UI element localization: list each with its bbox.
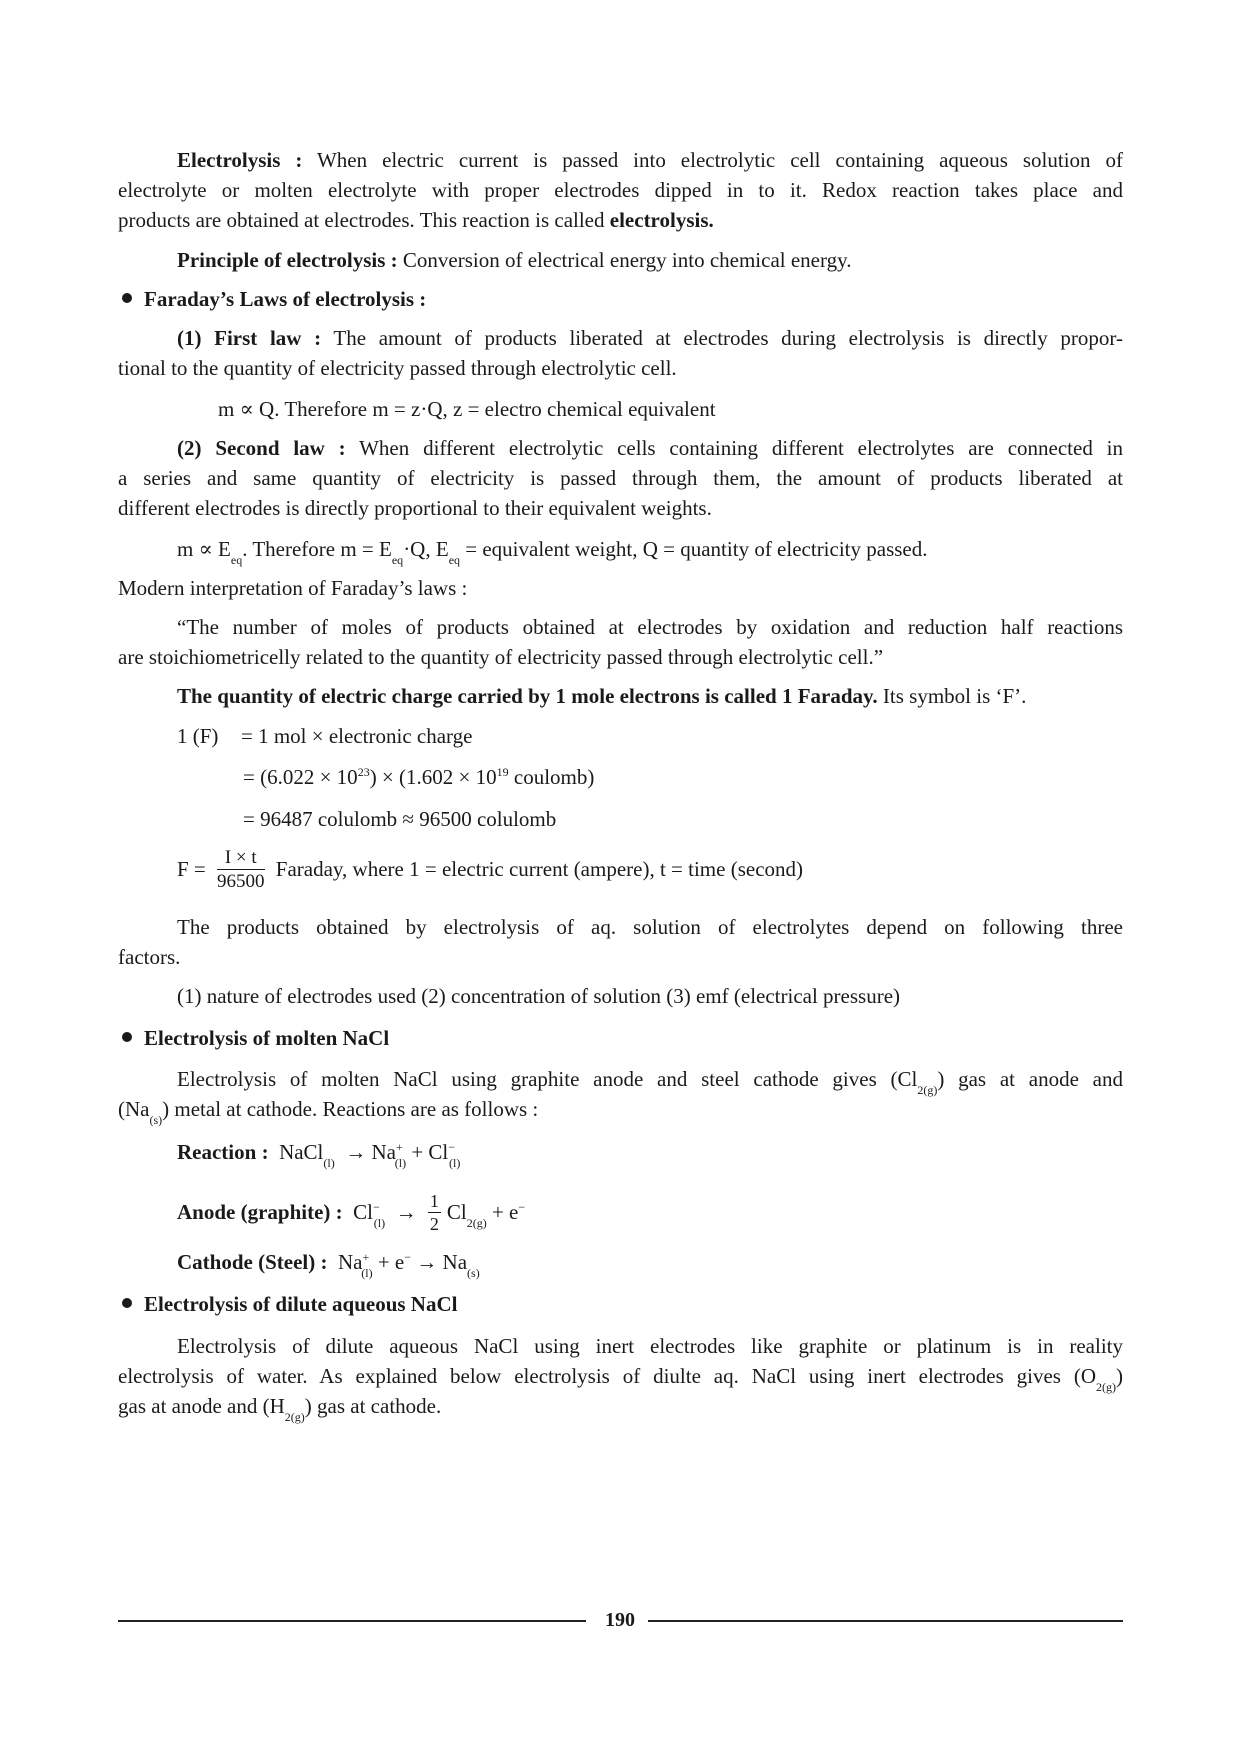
molten-line-2: $(Na_{(s)})$ metal at cathode. Reactions are as follows : xyxy=(118,1097,539,1127)
dilute-line-2: electrolysis of water. As explained below electrolysis of diulte aq. NaCl using inert electrodes gives $(O_{2(g)})$ xyxy=(118,1364,1123,1394)
first-law-line-2: tional to the quantity of electricity passed through electrolytic cell. xyxy=(118,356,677,380)
calc-line-3: = 96487 colulomb ≈ 96500 colulomb xyxy=(243,807,557,831)
first-law-line-1: (1) First law : The amount of products liberated at electrodes during electrolysis is directly propor- xyxy=(177,326,1123,350)
footer-rule-left xyxy=(118,1620,586,1622)
faraday-definition: The quantity of electric charge carried by 1 mole electrons is called 1 Faraday. Its symbol is ‘F’. xyxy=(177,684,1027,708)
page-number: 190 xyxy=(605,1609,635,1631)
dilute-heading: Electrolysis of dilute aqueous NaCl xyxy=(122,1294,1127,1315)
intro-term: Electrolysis : xyxy=(177,148,303,172)
second-law-line-3: different electrodes is directly proportional to their equivalent weights. xyxy=(118,496,712,520)
modern-heading: Modern interpretation of Faraday’s laws : xyxy=(118,576,468,600)
intro-line-3: products are obtained at electrodes. This reaction is called electrolysis. xyxy=(118,208,714,232)
modern-quote-1: “The number of moles of products obtained at electrodes by oxidation and reduction half reactions xyxy=(177,615,1123,639)
second-law-line-2: a series and same quantity of electricity is passed through them, the amount of products liberated at xyxy=(118,466,1123,490)
fraction: $\frac{I \times t}{96500}$ xyxy=(217,847,265,892)
principle-line: Principle of electrolysis : Conversion of electrical energy into chemical energy. xyxy=(177,248,852,272)
bullet-icon xyxy=(122,1298,132,1308)
faraday-formula: F = $\frac{I \times t}{96500}$ Faraday, where 1 = electric current (ampere), t = time (second) xyxy=(177,847,804,892)
cathode-equation: Cathode (Steel) : $Na^+_{(l)} + e^- \to Na_{(s)}$ xyxy=(177,1250,480,1280)
footer-rule-right xyxy=(648,1620,1123,1622)
bullet-icon xyxy=(122,293,132,303)
faraday-laws-heading: Faraday’s Laws of electrolysis : xyxy=(122,289,1127,310)
factors-list: (1) nature of electrodes used (2) concentration of solution (3) emf (electrical pressure) xyxy=(177,984,901,1008)
calc-line-1: 1 (F) = 1 mol × electronic charge xyxy=(177,724,473,748)
half-fraction: $\frac{1}{2}$ xyxy=(429,1191,439,1234)
principle-term: Principle of electrolysis : xyxy=(177,248,398,272)
molten-line-1: Electrolysis of molten NaCl using graphite anode and steel cathode gives $(Cl_{2(g)})$ gas at anode and xyxy=(177,1067,1123,1097)
dilute-line-3: gas at anode and $(H_{2(g)})$ gas at cathode. xyxy=(118,1394,442,1424)
factors-line-2: factors. xyxy=(118,945,181,969)
first-law-term: (1) First law : xyxy=(177,326,322,350)
bullet-icon xyxy=(122,1032,132,1042)
second-law-term: (2) Second law : xyxy=(177,436,346,460)
molten-heading: Electrolysis of molten NaCl xyxy=(122,1028,1127,1049)
intro-line-2: electrolyte or molten electrolyte with proper electrodes dipped in to it. Redox reaction takes place and xyxy=(118,178,1123,202)
modern-quote-2: are stoichiometricelly related to the quantity of electricity passed through electrolytic cell.” xyxy=(118,645,884,669)
second-law-line-1: (2) Second law : When different electrolytic cells containing different electrolytes are connected in xyxy=(177,436,1123,460)
reaction-equation: Reaction : NaCl$_{(l)}$ → $Na^+_{(l)} + Cl^-_{(l)}$ xyxy=(177,1140,461,1170)
anode-equation: Anode (graphite) : $Cl^-_{(l)}$ → $\frac{1}{2}$ $Cl_{2(g)} + e^-$ xyxy=(177,1191,526,1234)
second-law-formula: $m \propto E_{eq}$. Therefore $m = E_{eq}\cdot Q$, $E_{eq}$ = equivalent weight, Q = quantity of electricity passed. xyxy=(177,537,928,567)
first-law-formula: m ∝ Q. Therefore m = z·Q, z = electro chemical equivalent xyxy=(218,397,716,421)
factors-line-1: The products obtained by electrolysis of aq. solution of electrolytes depend on following three xyxy=(177,915,1123,939)
calc-line-2: = $(6.022 \times 10^{23}) \times (1.602 \times 10^{19}$ coulomb) xyxy=(243,765,595,789)
dilute-line-1: Electrolysis of dilute aqueous NaCl using inert electrodes like graphite or platinum is in reality xyxy=(177,1334,1123,1358)
intro-line-1: Electrolysis : When electric current is passed into electrolytic cell containing aqueous solution of xyxy=(177,148,1123,172)
